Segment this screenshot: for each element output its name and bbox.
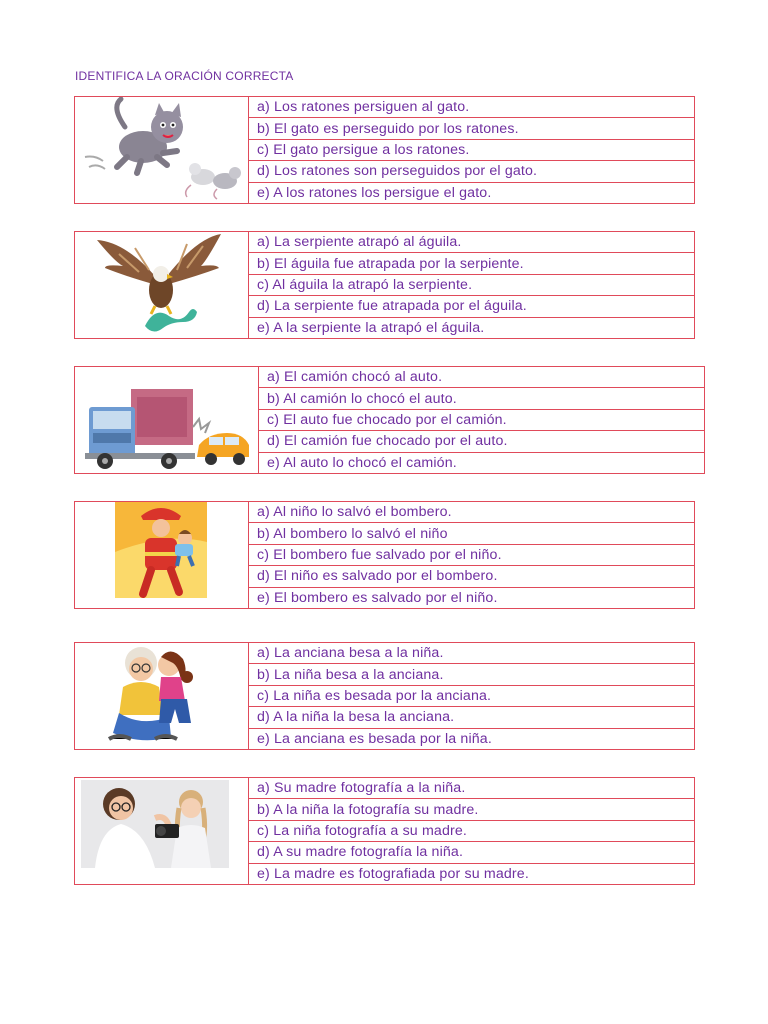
option-e[interactable]: e) A los ratones los persigue el gato.	[248, 182, 695, 204]
option-e[interactable]: e) Al auto lo chocó el camión.	[258, 452, 705, 474]
option-e[interactable]: e) A la serpiente la atrapó el águila.	[248, 317, 695, 339]
option-d[interactable]: d) A la niña la besa la anciana.	[248, 706, 695, 728]
exercise-1	[74, 96, 695, 204]
exercise-6	[74, 777, 695, 885]
exercise-4-picture	[75, 502, 248, 608]
option-b[interactable]: b) Al camión lo chocó el auto.	[258, 387, 705, 409]
option-a[interactable]: a) La anciana besa a la niña.	[248, 642, 695, 664]
option-a[interactable]: a) La serpiente atrapó al águila.	[248, 231, 695, 253]
option-d[interactable]: d) Los ratones son perseguidos por el gato.	[248, 160, 695, 182]
exercise-2	[74, 231, 695, 339]
firefighter-carrying-boy-illustration	[75, 502, 248, 608]
option-d[interactable]: d) El niño es salvado por el bombero.	[248, 565, 695, 587]
cat-chasing-mice-illustration	[75, 97, 248, 203]
eagle-with-snake-illustration	[75, 232, 248, 338]
exercise-4	[74, 501, 695, 609]
option-c[interactable]: c) La niña es besada por la anciana.	[248, 685, 695, 707]
option-c[interactable]: c) Al águila la atrapó la serpiente.	[248, 274, 695, 296]
girl-kissing-grandmother-illustration	[75, 643, 248, 749]
option-c[interactable]: c) El auto fue chocado por el camión.	[258, 409, 705, 431]
option-b[interactable]: b) Al bombero lo salvó el niño	[248, 522, 695, 544]
exercise-4-options	[248, 501, 695, 609]
option-a[interactable]: a) Su madre fotografía a la niña.	[248, 777, 695, 799]
exercise-5	[74, 642, 695, 750]
option-e[interactable]: e) La madre es fotografiada por su madre.	[248, 863, 695, 885]
option-c[interactable]: c) El bombero fue salvado por el niño.	[248, 544, 695, 566]
option-d[interactable]: d) El camión fue chocado por el auto.	[258, 430, 705, 452]
option-a[interactable]: a) Los ratones persiguen al gato.	[248, 96, 695, 118]
option-a[interactable]: a) El camión chocó al auto.	[258, 366, 705, 388]
exercise-1-picture	[75, 97, 248, 203]
exercise-5-picture	[75, 643, 248, 749]
truck-crashing-car-illustration	[75, 367, 258, 473]
exercise-1-options	[248, 96, 695, 204]
option-e[interactable]: e) El bombero es salvado por el niño.	[248, 587, 695, 609]
exercise-2-picture	[75, 232, 248, 338]
option-b[interactable]: b) La niña besa a la anciana.	[248, 663, 695, 685]
page-title: IDENTIFICA LA ORACIÓN CORRECTA	[75, 69, 294, 83]
option-d[interactable]: d) La serpiente fue atrapada por el águila.	[248, 295, 695, 317]
exercise-2-options	[248, 231, 695, 339]
exercise-3	[74, 366, 705, 474]
option-b[interactable]: b) A la niña la fotografía su madre.	[248, 798, 695, 820]
option-a[interactable]: a) Al niño lo salvó el bombero.	[248, 501, 695, 523]
exercise-5-options	[248, 642, 695, 750]
option-e[interactable]: e) La anciana es besada por la niña.	[248, 728, 695, 750]
exercise-6-options	[248, 777, 695, 885]
option-b[interactable]: b) El águila fue atrapada por la serpiente.	[248, 252, 695, 274]
option-d[interactable]: d) A su madre fotografía la niña.	[248, 841, 695, 863]
option-c[interactable]: c) La niña fotografía a su madre.	[248, 820, 695, 842]
exercise-3-picture	[75, 367, 258, 473]
option-b[interactable]: b) El gato es perseguido por los ratones.	[248, 117, 695, 139]
exercise-6-picture	[75, 778, 248, 884]
option-c[interactable]: c) El gato persigue a los ratones.	[248, 139, 695, 161]
girl-photographing-mother-illustration	[75, 778, 248, 884]
exercise-3-options	[258, 366, 705, 474]
